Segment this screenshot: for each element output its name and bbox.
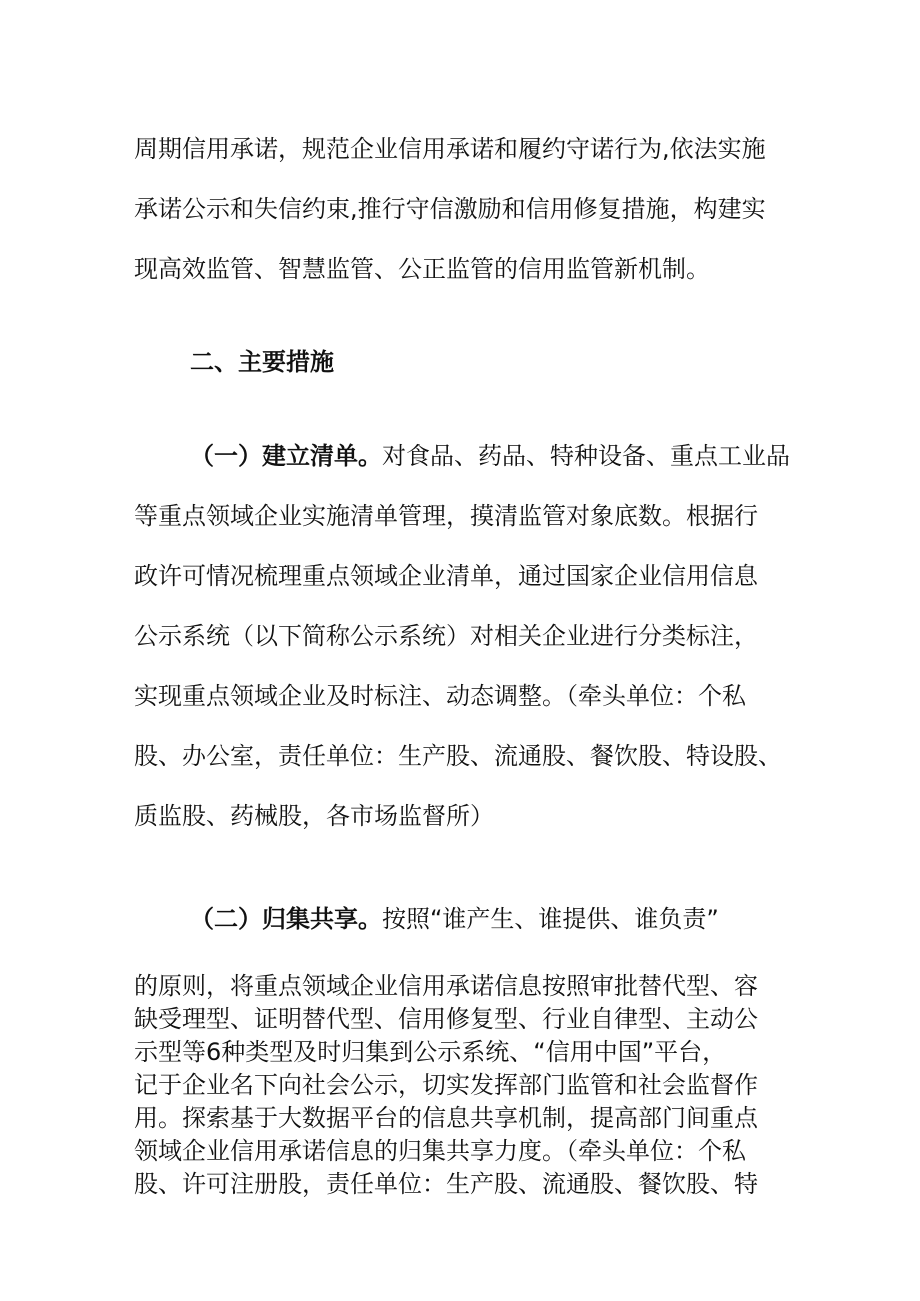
- item-2-line-6: 用。探索基于大数据平台的信息共享机制，提高部门间重点: [134, 1104, 758, 1132]
- item-2-line-4: 示型等6种类型及时归集到公示系统、“信用中国”平台，: [134, 1038, 727, 1066]
- item-2-line-1-text: 按照“谁产生、谁提供、谁负责”: [382, 905, 719, 933]
- section-heading-main-measures: 二、主要措施: [190, 348, 334, 376]
- item-1-line-6: 股、办公室，责任单位：生产股、流通股、餐饮股、特设股、: [134, 742, 782, 770]
- intro-line-1: 周期信用承诺，规范企业信用承诺和履约守诺行为,依法实施: [134, 135, 766, 163]
- item-2-line-3: 缺受理型、证明替代型、信用修复型、行业自律型、主动公: [134, 1005, 758, 1033]
- item-1-line-4: 公示系统（以下简称公示系统）对相关企业进行分类标注，: [134, 622, 758, 650]
- item-2-line-8: 股、许可注册股，责任单位：生产股、流通股、餐饮股、特: [134, 1170, 758, 1198]
- item-1-label: （一）建立清单。: [190, 442, 382, 470]
- item-2-line-5: 记于企业名下向社会公示，切实发挥部门监管和社会监督作: [134, 1071, 758, 1099]
- item-1-line-5: 实现重点领域企业及时标注、动态调整。（牵头单位：个私: [134, 682, 746, 710]
- item-1-line-3: 政许可情况梳理重点领域企业清单，通过国家企业信用信息: [134, 562, 758, 590]
- item-1-line-2: 等重点领域企业实施清单管理，摸清监管对象底数。根据行: [134, 502, 758, 530]
- item-1-line-1-text: 对食品、药品、特种设备、重点工业品: [382, 442, 790, 470]
- item-1-line-7: 质监股、药械股，各市场监督所）: [134, 802, 494, 830]
- item-2-line-1: [190, 903, 719, 935]
- intro-line-2: 承诺公示和失信约束,推行守信激励和信用修复措施，构建实: [134, 195, 766, 223]
- item-2-label: （二）归集共享。: [190, 905, 382, 933]
- item-2-line-2: 的原则，将重点领域企业信用承诺信息按照审批替代型、容: [134, 972, 758, 1000]
- item-2-line-7: 领域企业信用承诺信息的归集共享力度。（牵头单位：个私: [134, 1137, 746, 1165]
- item-1-line-1: [190, 440, 790, 472]
- intro-line-3: 现高效监管、智慧监管、公正监管的信用监管新机制。: [134, 255, 710, 283]
